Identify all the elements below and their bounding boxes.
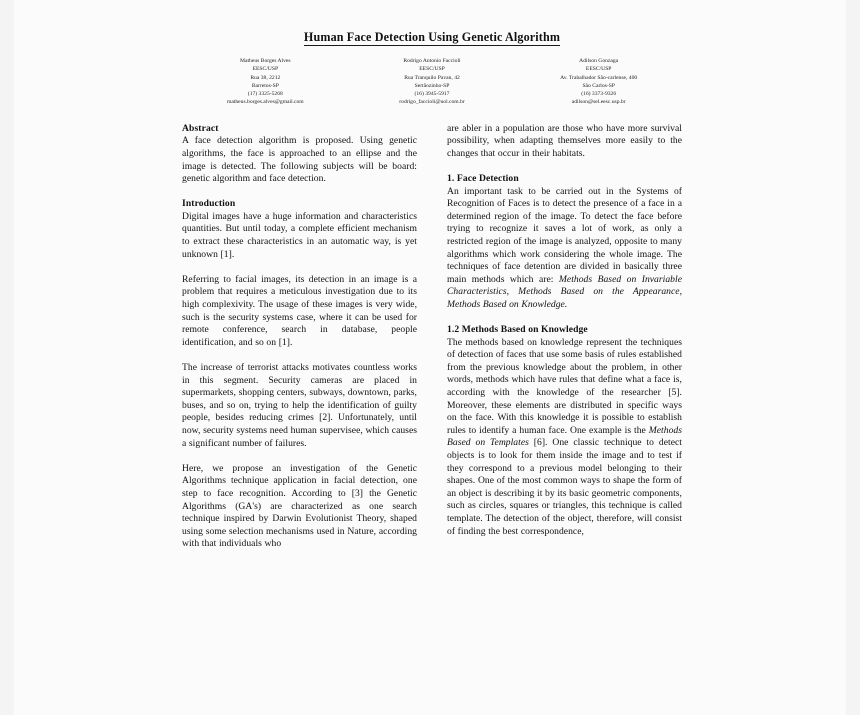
abstract-heading: Abstract: [182, 122, 219, 134]
author-city: São Carlos-SP: [582, 82, 615, 89]
paper-page-sheet: [14, 0, 846, 715]
author-name: Rodrigo Antonio Faccioli: [403, 58, 461, 64]
author-email: rodrigo_faccioli@uol.com.br: [399, 99, 465, 106]
author-affiliation: EESC/USP: [585, 66, 612, 73]
section-1-2-italic-templates: Methods Based on Templates: [447, 424, 682, 449]
author-city: Sertãozinho-SP: [414, 82, 450, 89]
section-1-italic-methods: Methods Based on Invariable Characteristics, Methods Based on the Appearance, Methods Based on Knowledge.: [447, 273, 682, 310]
author-affiliation: EESC/USP: [252, 66, 279, 73]
author-address: Rua Tranquilo Pavan, 42: [404, 74, 460, 81]
carryover-paragraph: are abler in a population are those who have more survival possibility, when adapting themselves more easily to the changes that occur in their habitats.: [447, 122, 682, 159]
author-block-list: [182, 57, 682, 107]
author-block-3: [515, 57, 682, 107]
right-text-column: [447, 123, 682, 538]
author-email: matheus.borges.alves@gmail.com: [227, 99, 304, 106]
section-1-paragraph: [447, 186, 682, 312]
author-email: adilson@sel.eesc.usp.br: [571, 99, 626, 106]
introduction-heading: Introduction: [182, 198, 236, 210]
introduction-paragraph-4: Here, we propose an investigation of the Genetic Algorithms technique application in facial detection, one step to face recognition. According to [3] the Genetic Algorithms (GA's) are characterized as one search technique inspired by Darwin Evolutionist Theory, shaped using some selection mechanisms used in Nature, according with that individuals who: [182, 462, 417, 550]
left-text-column: [182, 123, 417, 551]
author-phone: (16) 3945-5917: [414, 91, 450, 98]
author-block-1: [182, 57, 349, 107]
author-phone: (16) 3373-9326: [581, 91, 617, 98]
introduction-paragraph-2: Referring to facial images, its detection in an image is a problem that requires a meticulous investigation due to its high complexivity. The usage of these images is very wide, such is the security systems case, where it can be used for remote conference, search in database, people identification, and so on [1].: [182, 273, 417, 348]
author-phone: (17) 3325-5268: [247, 91, 283, 98]
two-column-body: [182, 123, 682, 551]
author-name: Adilson Gonzaga: [579, 58, 619, 64]
author-address: Rua 38, 2212: [250, 74, 281, 81]
section-1-body-text: An important task to be carried out in the Systems of Recognition of Faces is to detect the presence of a face in a determined region of the image. To detect the face before trying to recognize it saves a lot of work, as only a restricted region of the image is analyzed, opposite to many algorithms which work considering the whole image. The techniques of face detention are divided in basically three main methods which are:: [447, 185, 682, 285]
page-title: [182, 30, 682, 44]
section-1-heading: 1. Face Detection: [447, 173, 519, 185]
section-1-2-paragraph: [447, 337, 682, 539]
section-1-2-heading: 1.2 Methods Based on Knowledge: [447, 324, 588, 336]
author-affiliation: EESC/USP: [419, 66, 445, 73]
section-1-2-body-text-b: [6]. One classic technique to detect objects is to look for them inside the image and to test if they correspond to a previous model belonging to their shapes. One of the most common ways to shape the form of an object is describing it by its basic geometric components, such as circles, squares or triangles, this technique is called template. The detection of the object, therefore, will consist of finding the best correspondence,: [447, 437, 682, 537]
paper-content-area: [182, 30, 682, 551]
page-title-text: Human Face Detection Using Genetic Algorithm: [303, 30, 561, 44]
section-1-2-body-text-a: The methods based on knowledge represent the techniques of detection of faces that use some basis of rules established from the previous knowledge about the problem, in other words, methods which have rules that define what a face is, according with the knowledge of the researcher [5]. Moreover, these elements are distributed in specific ways on the face. With this knowledge it is possible to establish rules to identify a human face. One example is the: [447, 336, 682, 436]
author-city: Barretos-SP: [251, 82, 279, 89]
author-address: Av. Trabalhador São-carlense, 400: [560, 74, 638, 81]
introduction-paragraph-3: The increase of terrorist attacks motivates countless works in this segment. Security cameras are placed in supermarkets, shopping centers, subways, downtown, parks, buses, and so on, trying to help the identification of guilty people, besides reducing crimes [2]. Unfortunately, until now, security systems need human supervisee, which causes a significant number of failures.: [182, 361, 417, 449]
introduction-paragraph-1: Digital images have a huge information and characteristics quantities. But until today, a complete efficient mechanism to extract these characteristics in an automatic way, is yet unknown [1].: [182, 210, 417, 260]
abstract-paragraph: A face detection algorithm is proposed. Using genetic algorithms, the face is approached to an ellipse and the image is detected. The following subjects will be board: genetic algorithm and face detection.: [182, 135, 417, 185]
author-name: Matheus Borges Alves: [240, 58, 291, 64]
author-block-2: [349, 57, 516, 107]
